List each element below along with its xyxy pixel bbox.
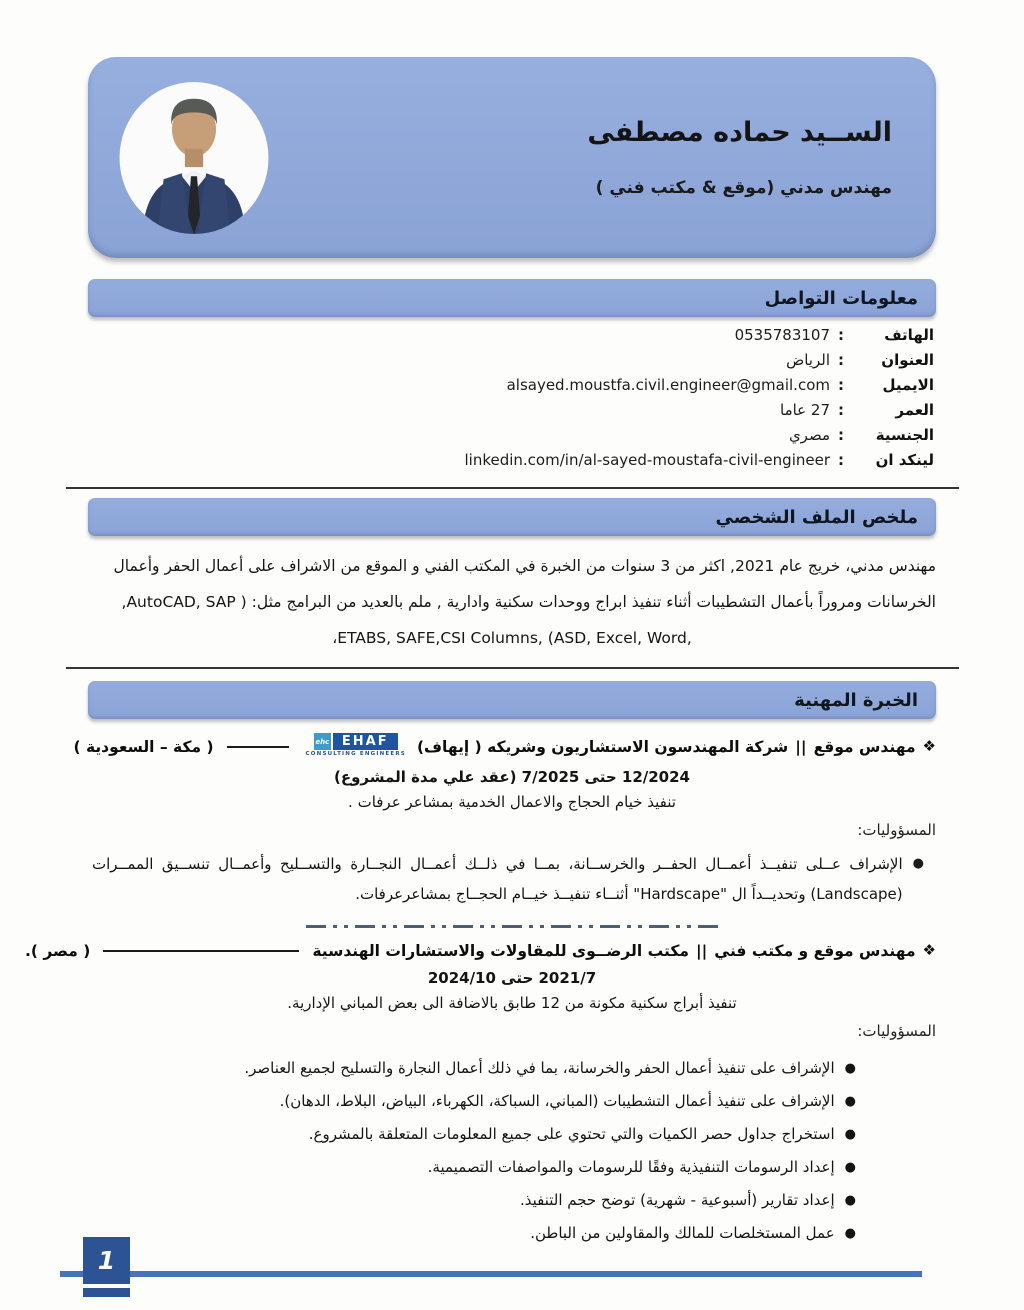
job1-role: مهندس موقع [813,738,916,756]
diamond-bullet-icon: ❖ [922,737,936,755]
age-value: 27 عاما [780,401,830,419]
contact-row-phone: الهاتف : 0535783107 [734,326,934,344]
bullet-dot-icon: ● [844,1160,856,1175]
jobs-dashed-divider [306,925,718,928]
job1-company: شركة المهندسون الاستشاريون وشريكه ( إيهاف) [416,738,789,756]
avatar [118,81,270,235]
profile-line-1: مهندس مدني، خريج عام 2021, اكثر من 3 سنوات من الخبرة في المكتب الفني و الموقع من الاشراف على أعمال الحفر وأعمال [113,557,936,575]
job2-role: مهندس موقع و مكتب فني [714,942,916,960]
ehaf-logo-tagline: CONSULTING ENGINEERS [305,751,406,757]
job2-responsibilities-list [88,1052,856,1250]
section-heading-contact: معلومات التواصل [88,279,936,317]
section-heading-experience: الخبرة المهنية [88,681,936,719]
contact-row-linkedin: لينكد ان : linkedin.com/in/al-sayed-moustafa-civil-engineer [464,451,934,469]
list-item [88,1052,856,1085]
profile-summary [88,548,936,656]
contact-list [88,326,936,476]
page-number-badge-strip [83,1288,130,1297]
profile-line-2: الخرسانات ومروراً بأعمال التشطيبات أثناء تنفيذ ابراج ووحدات سكنية وادارية , ملم بالعديد من البرامج مثل: ( AutoCAD, SAP, [121,593,936,611]
job2-title-row [25,941,936,960]
job2-location: ( مصر ). [25,942,91,960]
phone-label: الهاتف [884,326,934,344]
contact-row-address: العنوان : الرياض [786,351,934,369]
job1-period: 12/2024 حتى 7/2025 (عقد علي مدة المشروع) [334,768,690,786]
bullet-dot-icon: ● [844,1094,856,1109]
responsibility-text: الإشراف على تنفيذ أعمال الحفر والخرسانة، بما في ذلك أعمال النجارة والتسليح لجميع العناصر. [244,1059,835,1077]
list-item [88,1184,856,1217]
title-rule [227,746,289,748]
section-divider [66,667,959,669]
footer-rule [60,1271,922,1277]
responsibility-text: إعداد تقارير (أسبوعية - شهرية) توضح حجم التنفيذ. [519,1191,835,1209]
profile-line-3: ،ETABS, SAFE,CSI Columns, (ASD, Excel, Word, [332,629,692,647]
job1-title-row [73,734,936,759]
profile-photo [118,81,270,235]
address-label: العنوان [881,351,934,369]
person-name: الســيد حماده مصطفى [587,117,892,148]
responsibility-text: إعداد الرسومات التنفيذية وفقًا للرسومات والمواصفات التصميمية. [427,1158,835,1176]
job1-responsibility-item [92,849,924,909]
job1-pipe: || [795,738,807,756]
job2-summary: تنفيذ أبراج سكنية مكونة من 12 طابق بالاضافة الى بعض المباني الإدارية. [287,994,737,1012]
bullet-dot-icon: ● [844,1193,856,1208]
person-job-title: مهندس مدني (موقع & مكتب فني ) [595,178,892,198]
contact-row-age: العمر : 27 عاما [780,401,934,419]
job1-summary: تنفيذ خيام الحجاج والاعمال الخدمية بمشاعر عرفات . [348,793,676,811]
address-value: الرياض [786,351,830,369]
list-item [88,1151,856,1184]
job1-responsibility-text: الإشراف عــلى تنفيــذ أعمــال الحفــر والخرســانة، بمــا في ذلــك أعمــال النجــارة والتســليح وأعمــال تنســيق الممــرات (Landscape) وتحديــداً ال "Hardscape" أثنــاء تنفيــذ خيــام الحجــاج بمشاعرعرفات. [92,855,903,903]
job2-responsibilities-label: المسؤوليات: [857,1022,936,1040]
contact-row-nationality: الجنسية : مصري [788,426,934,444]
nationality-value: مصري [788,426,830,444]
job2-company: مكتب الرضــوى للمقاولات والاستشارات الهندسية [312,942,689,960]
job2-pipe: || [695,942,708,960]
bullet-dot-icon: ● [844,1127,856,1142]
age-label: العمر [895,401,934,419]
responsibility-text: عمل المستخلصات للمالك والمقاولين من الباطن. [530,1224,835,1242]
bullet-dot-icon: ● [844,1226,856,1241]
list-item [88,1085,856,1118]
page-number-badge: 1 [83,1237,130,1284]
phone-value: 0535783107 [734,326,830,344]
ehaf-logo-name: EHAF [333,733,398,750]
responsibility-text: استخراج جداول حصر الكميات والتي تحتوي على جميع المعلومات المتعلقة بالمشروع. [308,1125,835,1143]
ehaf-logo [306,733,406,757]
bullet-dot-icon: ● [844,1061,856,1076]
linkedin-value[interactable]: linkedin.com/in/al-sayed-moustafa-civil-engineer [464,451,830,469]
responsibility-text: الإشراف على تنفيذ أعمال التشطيبات (المباني، السباكة، الكهرباء، البياض، البلاط، الدهان). [279,1092,835,1110]
diamond-bullet-icon: ❖ [922,941,936,959]
list-item [88,1118,856,1151]
nationality-label: الجنسية [875,426,934,444]
email-value[interactable]: alsayed.moustfa.civil.engineer@gmail.com [506,376,830,394]
section-heading-profile: ملخص الملف الشخصي [88,498,936,536]
list-item [88,1217,856,1250]
bullet-dot-icon: ● [912,856,924,871]
contact-row-email: الايميل : alsayed.moustfa.civil.engineer@gmail.com [506,376,934,394]
job1-location: ( مكة – السعودية ) [73,738,214,756]
email-label: الايميل [882,376,934,394]
ehaf-logo-mark-icon: ehc [314,733,331,750]
job2-period: 2021/7 حتى 2024/10 [427,969,597,987]
job1-responsibilities-label: المسؤوليات: [857,821,936,839]
header-card [88,57,936,258]
linkedin-label: لينكد ان [875,451,934,469]
title-rule [103,950,299,952]
section-divider [66,487,959,489]
